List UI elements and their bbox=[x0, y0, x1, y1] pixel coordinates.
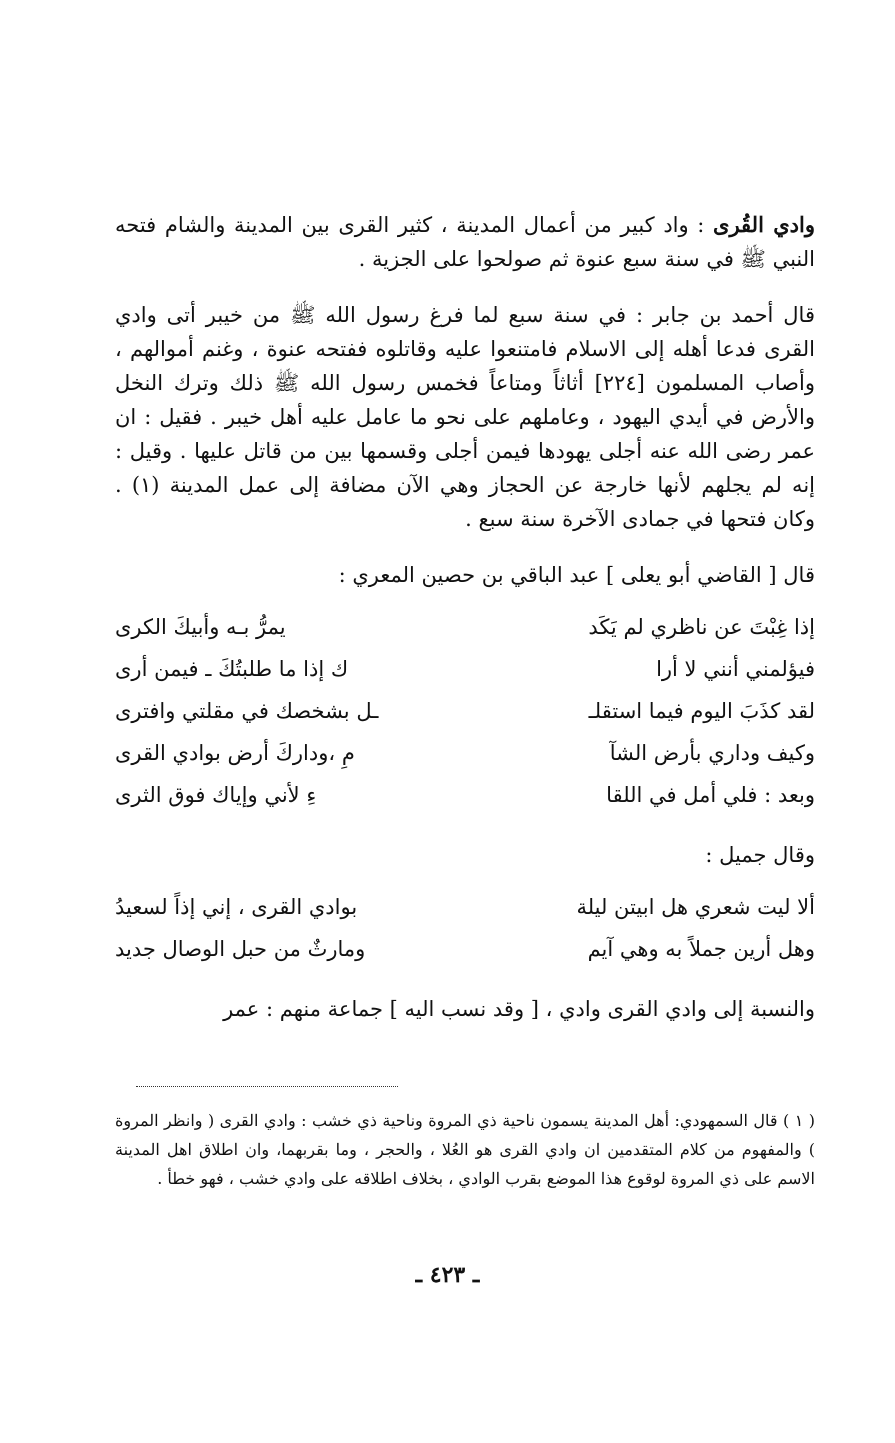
verse bbox=[115, 886, 815, 928]
verse-second-hemistich: ومارثٌ من حبل الوصال جديد bbox=[115, 937, 366, 961]
verse-first-hemistich: وبعد : فلي أمل في اللقا bbox=[606, 783, 815, 807]
verse bbox=[115, 606, 815, 648]
verse-second-hemistich: ءِ لأني وإياك فوق الثرى bbox=[115, 783, 317, 807]
verse-first-hemistich: لقد كذَبَ اليوم فيما استقلـ bbox=[588, 699, 815, 723]
verse-first-hemistich: ألا ليت شعري هل ابيتن ليلة bbox=[576, 895, 815, 919]
footnote-separator bbox=[136, 1086, 398, 1087]
poem-intro-abu-yala: قال [ القاضي أبو يعلى ] عبد الباقي بن حصين المعري : bbox=[338, 563, 815, 587]
verse bbox=[115, 690, 815, 732]
page-number: ـ ٤٢٣ ـ bbox=[415, 1262, 480, 1288]
verse bbox=[115, 928, 815, 970]
verse bbox=[115, 774, 815, 816]
verse bbox=[115, 732, 815, 774]
verse-second-hemistich: بوادي القرى ، إني إذاً لسعيدُ bbox=[115, 895, 358, 919]
poem-abu-yala bbox=[115, 606, 815, 816]
verse bbox=[115, 648, 815, 690]
verse-first-hemistich: فيؤلمني أنني لا أرا bbox=[656, 657, 815, 681]
entry-definition: : واد كبير من أعمال المدينة ، كثير القرى بين المدينة والشام فتحه النبي ﷺ في سنة سبع عنوة ثم صولحوا على الجزية . bbox=[115, 213, 815, 271]
verse-second-hemistich: ـل بشخصك في مقلتي وافترى bbox=[115, 699, 379, 723]
entry-paragraph bbox=[115, 208, 815, 276]
entry-headword: وادي القُرى bbox=[713, 212, 815, 237]
verse-second-hemistich: مِ ،وداركَ أرض بوادي القرى bbox=[115, 741, 355, 765]
verse-first-hemistich: وهل أرين جملاً به وهي آيم bbox=[587, 937, 815, 961]
nisba-paragraph: والنسبة إلى وادي القرى وادي ، [ وقد نسب اليه ] جماعة منهم : عمر bbox=[223, 997, 815, 1021]
footnote: ( ١ ) قال السمهودي: أهل المدينة يسمون ناحية ذي المروة وناحية ذي خشب : وادي القرى ( وانظر المروة ) والمفهوم من كلام المتقدمين ان وادي القرى هو العُلا ، والحجر ، وما بقربهما، وان اطلاق اهل المدينة الاسم على ذي المروة لوقوع هذا الموضع بقرب الوادي ، بخلاف اطلاقه على وادي خشب ، فهو خطأ . bbox=[115, 1111, 816, 1188]
main-text bbox=[115, 208, 815, 1034]
history-paragraph: قال أحمد بن جابر : في سنة سبع لما فرغ رسول الله ﷺ من خيبر أتى وادي القرى فدعا أهله إلى الاسلام فامتنعوا عليه وقاتلوه ففتحه عنوة ، وغنم أموالهم ، وأصاب المسلمون [٢٢٤] أثاثاً ومتاعاً فخمس رسول الله ﷺ ذلك وترك النخل والأرض في أيدي اليهود ، وعاملهم على نحو ما عامل عليه أهل خيبر . فقيل : ان عمر رضى الله عنه أجلى يهودها فيمن أجلى وقسمها بين من قاتل عليها . وقيل : إنه لم يجلهم لأنها خارجة عن الحجاز وهي الآن مضافة إلى عمل المدينة (١) . وكان فتحها في جمادى الآخرة سنة سبع . bbox=[115, 303, 815, 531]
verse-first-hemistich: إذا غِبْتَ عن ناظري لم يَكَد bbox=[588, 615, 815, 639]
verse-first-hemistich: وكيف وداري بأرض الشآ bbox=[609, 741, 815, 765]
verse-second-hemistich: يمرُّ بـه وأبيكَ الكرى bbox=[115, 615, 286, 639]
poem-jamil bbox=[115, 886, 815, 970]
poem-intro-jamil: وقال جميل : bbox=[705, 843, 815, 867]
verse-second-hemistich: ك إذا ما طلبتُكَ ـ فيمن أرى bbox=[115, 657, 349, 681]
